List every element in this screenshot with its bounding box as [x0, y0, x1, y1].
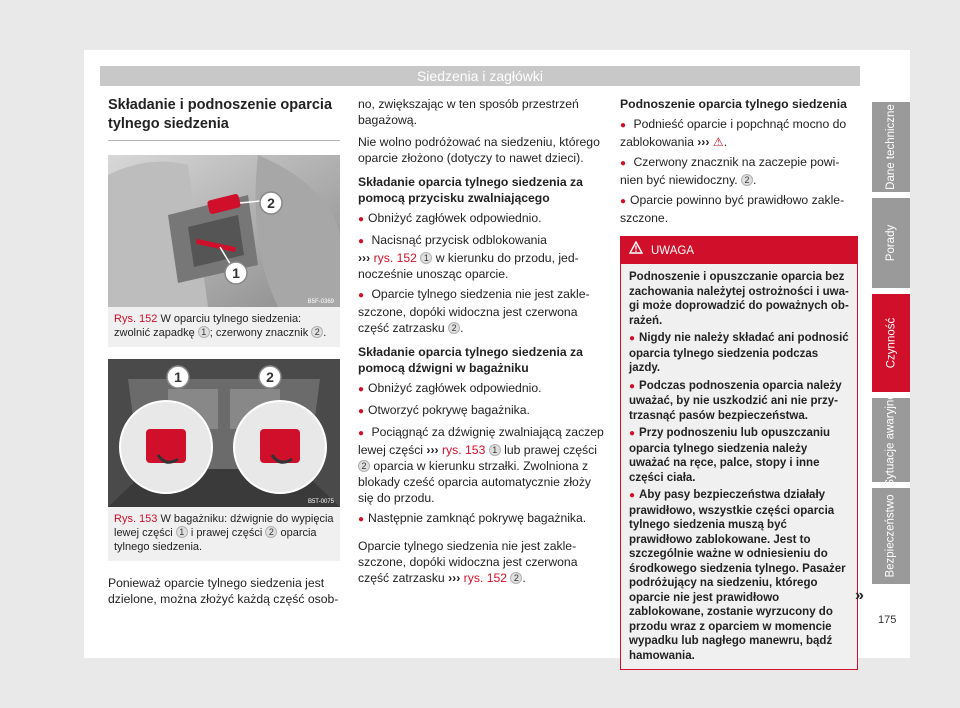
- warning-body: Podnoszenie i opuszczanie oparcia bez zachowania należytej ostrożności i uwagi może doprowadzić do poważnych obrażeń. ● Nigdy nie należy składać ani podnosić oparcia tylnego siedzenia podczas jazdy. ● Podczas podnoszenia oparcia należy uważać, by nie uszkodzić ani nie przytrzasnąć pasów bezpieczeństwa. ● Przy podnoszeniu lub opuszczaniu oparcia tylnego siedzenia należy uważać na ręce, palce, stopy i inne części ciała. ● Aby pasy bezpieczeństwa działały prawidłowo, wszystkie części oparcia tylnego siedzenia muszą być prawidłowo zablokowane. Jest to szczególnie ważne w odniesieniu do środkowego siedzenia tylnego. Pasażer podróżujący na siedzeniu, którego oparcie nie jest prawidłowo zablokowane, zostanie wyrzucony do przodu wraz z oparciem w momencie wypadku lub nagłego manewru, bądź hamowania.: [621, 264, 857, 669]
- tab-bezpieczenstwo[interactable]: Bezpieczeństwo: [872, 488, 910, 584]
- svg-text:2: 2: [266, 369, 274, 385]
- figure-153: [108, 359, 340, 561]
- list-item: ● Nacisnąć przycisk odblokowania ››› rys. 152 1 w kierunku do przodu, jednocześnie unosząc oparcie.: [358, 232, 606, 282]
- subheading: Podnoszenie oparcia tylnego siedzenia: [620, 97, 847, 111]
- svg-text:1: 1: [232, 265, 240, 281]
- svg-text:2: 2: [267, 195, 275, 211]
- tab-porady[interactable]: Porady: [872, 198, 910, 288]
- figure-152: [108, 155, 340, 347]
- tab-sytuacje-awaryjne[interactable]: Sytuacje awaryjne: [872, 398, 910, 482]
- figure-reference-link[interactable]: rys. 153: [442, 443, 486, 457]
- section-title: Składanie i podnoszenie oparcia tylnego siedzenia: [108, 96, 340, 141]
- svg-text:1: 1: [174, 369, 182, 385]
- figure-152-caption: Rys. 152 W oparciu tylnego siedzenia: zwolnić zapadkę 1 ; czerwony znacznik 2 .: [114, 313, 327, 339]
- figure-153-caption: Rys. 153 W bagażniku: dźwignie do wypięcia lewej części 1 i prawej części 2 oparcia tylnego siedzenia.: [114, 513, 334, 553]
- tab-czynnosc[interactable]: Czynność: [872, 294, 910, 392]
- trunk-levers-illustration: [108, 359, 340, 507]
- warning-item: ● Aby pasy bezpieczeństwa działały prawidłowo, wszystkie części oparcia tylnego siedzenia muszą być prawidłowo zablokowane. Jest to szczególnie ważne w odniesieniu do środkowego siedzenia tylnego. Pasażer podróżujący na siedzeniu, którego oparcie nie jest prawidłowo zablokowane, zostanie wyrzucony do przodu wraz z oparciem w momencie wypadku lub nagłego manewru, bądź hamowania.: [629, 488, 849, 663]
- tab-dane-techniczne[interactable]: Dane techniczne: [872, 102, 910, 192]
- paragraph: Nie wolno podróżować na siedzeniu, którego oparcie złożono (dotyczy to nawet dzieci).: [358, 135, 600, 165]
- page-header: Siedzenia i zagłówki: [100, 66, 860, 86]
- list-item: ● Obniżyć zagłówek odpowiednio.: [358, 380, 606, 398]
- figure-reference-link[interactable]: rys. 152: [463, 571, 508, 585]
- paragraph: Ponieważ oparcie tylnego siedzenia jest dzielone, można złożyć każdą część osob-: [108, 576, 339, 606]
- warning-item: ● Nigdy nie należy składać ani podnosić oparcia tylnego siedzenia podczas jazdy.: [629, 331, 849, 376]
- list-item: ● Oparcie powinno być prawidłowo zakleszczone.: [620, 192, 858, 226]
- list-item: ● Obniżyć zagłówek odpowiednio.: [358, 210, 606, 228]
- warning-triangle-icon: [629, 241, 643, 260]
- paragraph: no, zwiększając w ten sposób przestrzeń bagażową.: [358, 97, 579, 127]
- warning-item: ● Przy podnoszeniu lub opuszczaniu oparcia tylnego siedzenia należy uważać na ręce, palce, stopy i inne części ciała.: [629, 426, 849, 485]
- list-item: ● Podnieść oparcie i popchnąć mocno do zablokowania ››› ⚠.: [620, 116, 858, 150]
- subheading: Składanie oparcia tylnego siedzenia za pomocą przycisku zwalniającego: [358, 175, 583, 205]
- paragraph: Oparcie tylnego siedzenia nie jest zakleszczone, dopóki widoczna jest czerwona część zatrzasku ››› rys. 152 2 .: [358, 539, 578, 585]
- warning-header: UWAGA: [621, 237, 857, 264]
- list-item: ● Pociągnąć za dźwignię zwalniającą zaczep lewej części ››› rys. 153 1 lub prawej części 2 oparcia w kierunku strzałki. Zwolniona z blokady cześć oparcia automatycznie złoży się do przodu.: [358, 424, 606, 506]
- column-2: [358, 96, 606, 592]
- list-item: ● Otworzyć pokrywę bagażnika.: [358, 402, 606, 420]
- column-3: [620, 96, 858, 670]
- page-number: 175: [878, 614, 897, 626]
- column-1: [108, 96, 340, 613]
- figure-reference-link[interactable]: rys. 152: [373, 251, 417, 265]
- svg-text:B5T-0075: B5T-0075: [307, 499, 334, 505]
- warning-item: ● Podczas podnoszenia oparcia należy uważać, by nie uszkodzić ani nie przytrzasnąć pasów bezpieczeństwa.: [629, 379, 849, 424]
- warning-triangle-icon: ⚠: [712, 135, 724, 149]
- list-item: ● Oparcie tylnego siedzenia nie jest zakleszczone, dopóki widoczna jest czerwona część zatrzasku 2 .: [358, 286, 606, 336]
- svg-text:B5F-0369: B5F-0369: [307, 299, 334, 305]
- warning-box: [620, 236, 858, 670]
- list-item: ● Następnie zamknąć pokrywę bagażnika.: [358, 510, 606, 528]
- list-item: ● Czerwony znacznik na zaczepie powinien być niewidoczny. 2 .: [620, 154, 858, 188]
- seat-latch-illustration: [108, 155, 340, 307]
- subheading: Składanie oparcia tylnego siedzenia za pomocą dźwigni w bagażniku: [358, 345, 583, 375]
- continue-marker: »: [855, 587, 864, 604]
